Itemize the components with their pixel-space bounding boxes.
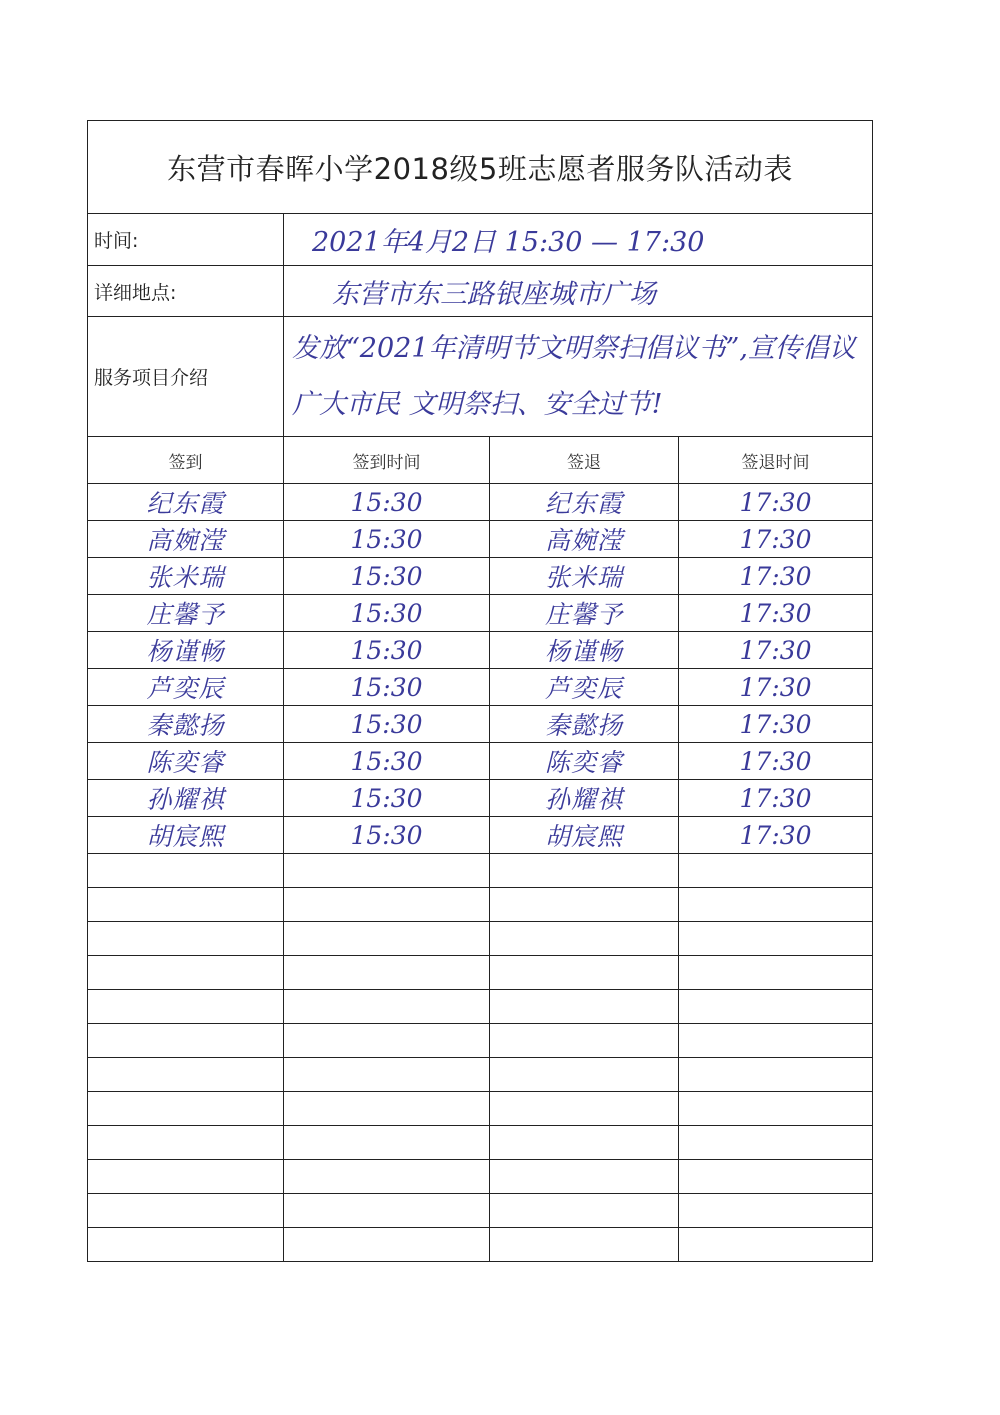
- empty-cell: [88, 1228, 284, 1262]
- empty-cell: [88, 1058, 284, 1092]
- signature-rows: [88, 484, 873, 854]
- empty-cell: [490, 888, 679, 922]
- sign-out-time: 17:30: [679, 521, 873, 558]
- empty-row: [88, 922, 873, 956]
- sign-in-time: 15:30: [284, 669, 490, 706]
- empty-cell: [490, 854, 679, 888]
- empty-cell: [490, 1126, 679, 1160]
- empty-cell: [88, 990, 284, 1024]
- empty-cell: [490, 1194, 679, 1228]
- sign-in-time: 15:30: [284, 780, 490, 817]
- sign-out-name: 纪东霞: [490, 484, 679, 521]
- empty-cell: [490, 922, 679, 956]
- sign-out-time: 17:30: [679, 743, 873, 780]
- empty-cell: [679, 922, 873, 956]
- sign-out-name: 陈奕睿: [490, 743, 679, 780]
- empty-cell: [284, 1194, 490, 1228]
- sign-out-name: 孙耀祺: [490, 780, 679, 817]
- form-table: [87, 120, 873, 1262]
- sign-in-name: 庄馨予: [88, 595, 284, 632]
- empty-row: [88, 956, 873, 990]
- empty-cell: [679, 854, 873, 888]
- table-row: [88, 817, 873, 854]
- empty-cell: [88, 888, 284, 922]
- table-row: [88, 632, 873, 669]
- table-row: [88, 558, 873, 595]
- time-value: 2021年4月2日 15:30 — 17:30: [284, 214, 873, 266]
- empty-cell: [88, 1126, 284, 1160]
- table-row: [88, 706, 873, 743]
- empty-row: [88, 1058, 873, 1092]
- empty-row: [88, 1126, 873, 1160]
- sign-out-time: 17:30: [679, 817, 873, 854]
- activity-form: [87, 120, 872, 1248]
- empty-cell: [88, 1160, 284, 1194]
- empty-row: [88, 888, 873, 922]
- empty-cell: [679, 1228, 873, 1262]
- empty-cell: [490, 1024, 679, 1058]
- intro-value: 发放“2021年清明节文明祭扫倡议书”,宣传倡议广大市民 文明祭扫、安全过节!: [284, 317, 873, 437]
- empty-row: [88, 1092, 873, 1126]
- empty-row: [88, 1194, 873, 1228]
- empty-cell: [88, 1024, 284, 1058]
- empty-cell: [490, 1228, 679, 1262]
- empty-cell: [490, 990, 679, 1024]
- sign-in-name: 高婉滢: [88, 521, 284, 558]
- sign-in-name: 张米瑞: [88, 558, 284, 595]
- empty-cell: [679, 956, 873, 990]
- sign-in-time: 15:30: [284, 817, 490, 854]
- empty-cell: [679, 1126, 873, 1160]
- sign-out-name: 高婉滢: [490, 521, 679, 558]
- sign-out-name: 张米瑞: [490, 558, 679, 595]
- header-sign-out: 签退: [490, 437, 679, 484]
- sign-in-name: 杨谨畅: [88, 632, 284, 669]
- header-sign-in: 签到: [88, 437, 284, 484]
- sign-in-time: 15:30: [284, 558, 490, 595]
- empty-cell: [284, 1058, 490, 1092]
- empty-row: [88, 1160, 873, 1194]
- empty-row: [88, 990, 873, 1024]
- empty-cell: [679, 990, 873, 1024]
- empty-cell: [88, 956, 284, 990]
- empty-cell: [88, 1092, 284, 1126]
- sign-out-time: 17:30: [679, 484, 873, 521]
- sign-out-name: 芦奕辰: [490, 669, 679, 706]
- intro-label: 服务项目介绍: [88, 317, 284, 437]
- place-label: 详细地点:: [88, 266, 284, 317]
- empty-cell: [284, 1024, 490, 1058]
- table-row: [88, 484, 873, 521]
- empty-cell: [284, 888, 490, 922]
- empty-cell: [88, 854, 284, 888]
- sign-out-name: 胡宸熙: [490, 817, 679, 854]
- empty-cell: [88, 1194, 284, 1228]
- table-row: [88, 780, 873, 817]
- time-label: 时间:: [88, 214, 284, 266]
- empty-cell: [284, 956, 490, 990]
- empty-cell: [88, 922, 284, 956]
- empty-cell: [284, 854, 490, 888]
- empty-row: [88, 1024, 873, 1058]
- empty-cell: [679, 1058, 873, 1092]
- empty-row: [88, 1228, 873, 1262]
- empty-cell: [490, 1160, 679, 1194]
- empty-cell: [284, 990, 490, 1024]
- sign-in-name: 胡宸熙: [88, 817, 284, 854]
- sign-out-time: 17:30: [679, 595, 873, 632]
- empty-cell: [679, 1024, 873, 1058]
- empty-cell: [679, 1194, 873, 1228]
- empty-cell: [284, 1126, 490, 1160]
- sign-in-name: 纪东霞: [88, 484, 284, 521]
- empty-cell: [284, 922, 490, 956]
- table-row: [88, 669, 873, 706]
- table-row: [88, 595, 873, 632]
- sign-in-name: 秦懿扬: [88, 706, 284, 743]
- empty-cell: [490, 1058, 679, 1092]
- sign-in-time: 15:30: [284, 706, 490, 743]
- sign-in-time: 15:30: [284, 595, 490, 632]
- sign-in-time: 15:30: [284, 484, 490, 521]
- sign-in-time: 15:30: [284, 521, 490, 558]
- place-value: 东营市东三路银座城市广场: [284, 266, 873, 317]
- empty-row: [88, 854, 873, 888]
- empty-cell: [679, 888, 873, 922]
- empty-cell: [284, 1228, 490, 1262]
- sign-out-name: 秦懿扬: [490, 706, 679, 743]
- table-row: [88, 743, 873, 780]
- header-sign-out-time: 签退时间: [679, 437, 873, 484]
- table-row: [88, 521, 873, 558]
- empty-cell: [284, 1160, 490, 1194]
- sign-out-time: 17:30: [679, 706, 873, 743]
- empty-cell: [679, 1092, 873, 1126]
- sign-out-time: 17:30: [679, 780, 873, 817]
- sign-out-name: 庄馨予: [490, 595, 679, 632]
- empty-cell: [679, 1160, 873, 1194]
- sign-in-name: 芦奕辰: [88, 669, 284, 706]
- empty-cell: [490, 1092, 679, 1126]
- form-title: 东营市春晖小学2018级5班志愿者服务队活动表: [88, 121, 873, 214]
- sign-in-time: 15:30: [284, 743, 490, 780]
- sign-out-time: 17:30: [679, 632, 873, 669]
- sign-in-name: 陈奕睿: [88, 743, 284, 780]
- sign-out-name: 杨谨畅: [490, 632, 679, 669]
- sign-out-time: 17:30: [679, 669, 873, 706]
- header-sign-in-time: 签到时间: [284, 437, 490, 484]
- sign-out-time: 17:30: [679, 558, 873, 595]
- blank-rows: [88, 854, 873, 1262]
- empty-cell: [490, 956, 679, 990]
- sign-in-name: 孙耀祺: [88, 780, 284, 817]
- empty-cell: [284, 1092, 490, 1126]
- sign-in-time: 15:30: [284, 632, 490, 669]
